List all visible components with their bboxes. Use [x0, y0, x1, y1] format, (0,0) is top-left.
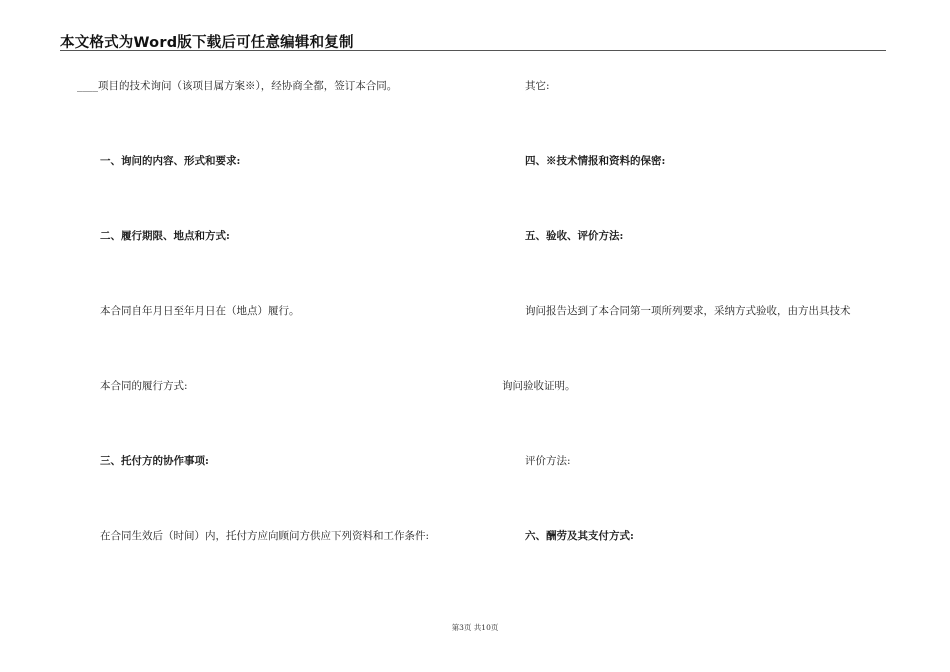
- section-heading-3: 三、托付方的协作事项:: [100, 455, 209, 467]
- section-heading-2: 二、履行期限、地点和方式:: [100, 230, 230, 242]
- evaluation-method-paragraph: 评价方法:: [525, 455, 571, 467]
- document-header-title: 本文格式为Word版下载后可任意编辑和复制: [60, 35, 354, 51]
- performance-method-paragraph: 本合同的履行方式:: [100, 380, 188, 392]
- section-heading-4: 四、※技术情报和资料的保密:: [525, 155, 666, 167]
- section-heading-5: 五、验收、评价方法:: [525, 230, 624, 242]
- other-label: 其它:: [525, 80, 550, 92]
- section-heading-6: 六、酬劳及其支付方式:: [525, 530, 634, 542]
- cooperation-paragraph: 在合同生效后（时间）内，托付方应向顾问方供应下列资料和工作条件:: [100, 530, 430, 542]
- section-heading-1: 一、询问的内容、形式和要求:: [100, 155, 241, 167]
- intro-paragraph: ____项目的技术询问（该项目属方案※），经协商全都，签订本合同。: [77, 80, 398, 92]
- page-number: 第3页 共10页: [451, 623, 499, 632]
- header-divider: [60, 50, 886, 51]
- acceptance-paragraph: 询问报告达到了本合同第一项所列要求，采纳方式验收，由方出具技术: [525, 305, 851, 317]
- performance-period-paragraph: 本合同自年月日至年月日在（地点）履行。: [100, 305, 300, 317]
- acceptance-paragraph-continued: 询问验收证明。: [502, 380, 576, 392]
